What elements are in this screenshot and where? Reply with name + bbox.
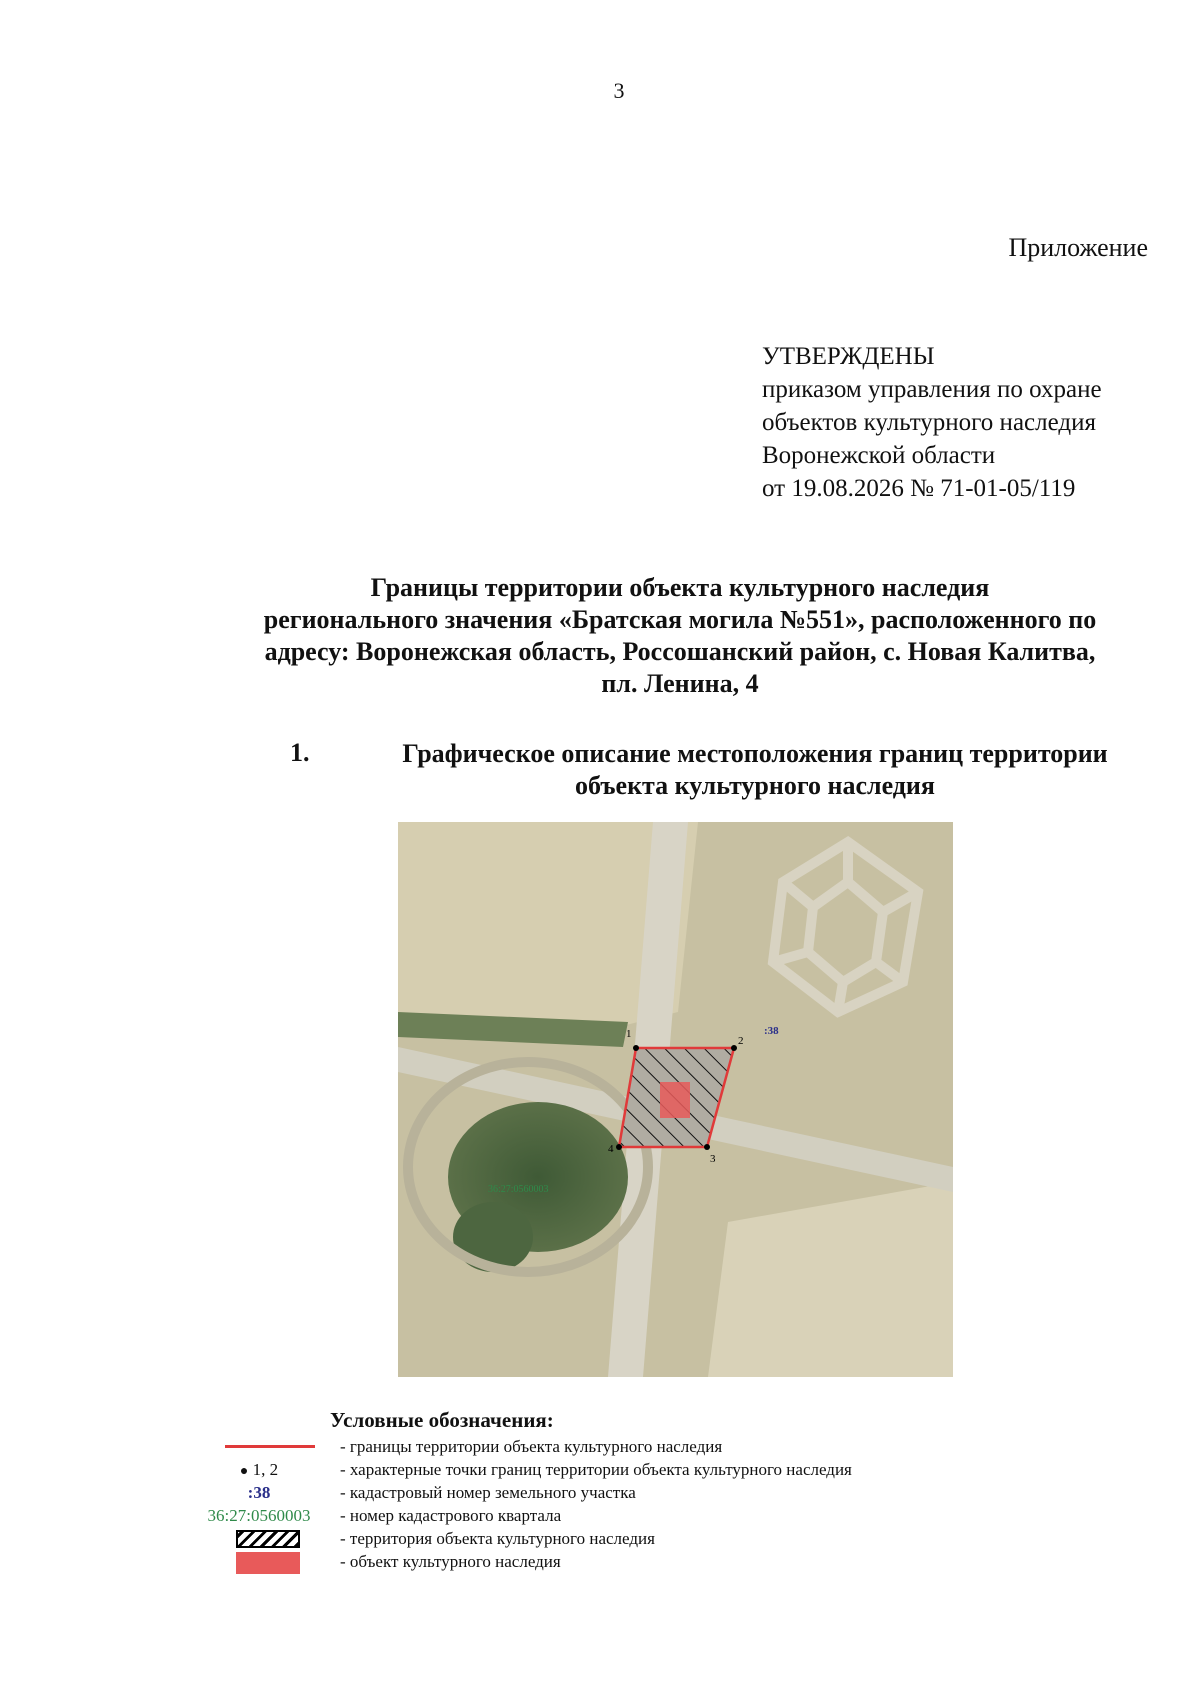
cultural-heritage-object [660,1082,690,1118]
object-fill-symbol [180,1551,338,1573]
approval-block [762,340,1102,505]
appendix-label: Приложение [1008,233,1148,262]
approval-line: приказом управления по охране [762,376,1102,403]
boundary-line-symbol [180,1436,338,1458]
boundary-point-3 [704,1144,710,1150]
title-line: пл. Ленина, 4 [601,669,759,698]
point-label-3: 3 [710,1153,716,1165]
approval-heading: УТВЕРЖДЕНЫ [762,343,935,370]
legend-text: - территория объекта культурного наследия [340,1529,655,1548]
point-label-1: 1 [626,1028,632,1040]
quarter-number-symbol [180,1505,338,1527]
map-graphic [398,822,953,1377]
legend-item [180,1436,980,1458]
title-line: адресу: Воронежская область, Россошанский район, с. Новая Калитва, [264,637,1096,666]
approval-order-line: от 19.08.2026 № 71-01-05/119 [762,475,1076,502]
point-label-2: 2 [738,1035,744,1047]
cadastral-quarter-label: 36:27:0560003 [488,1184,549,1195]
parcel-number-symbol [180,1482,338,1504]
legend-item [180,1528,980,1550]
section-heading-line: объекта культурного наследия [575,771,935,800]
territory-hatch-symbol [180,1528,338,1550]
legend-text: - границы территории объекта культурного наследия [340,1437,723,1456]
legend-text: - номер кадастрового квартала [340,1506,562,1525]
legend-item [180,1551,980,1573]
parcel-symbol-label: :38 [247,1483,271,1502]
point-symbol: ● 1, 2 [239,1460,279,1479]
legend-text: - характерные точки границ территории объекта культурного наследия [340,1460,852,1479]
boundary-point-4 [616,1144,622,1150]
section-heading-line: Графическое описание местоположения границ территории [402,739,1108,768]
legend-item [180,1505,980,1527]
approval-line: объектов культурного наследия [762,409,1096,436]
legend-item [180,1482,980,1504]
section-heading [355,738,1155,802]
page-number: 3 [613,78,625,103]
title-line: Границы территории объекта культурного наследия [370,573,990,602]
legend-item [180,1459,980,1481]
legend-text: - кадастровый номер земельного участка [340,1483,636,1502]
point-symbol-label: 1, 2 [252,1460,279,1479]
point-label-4: 4 [608,1143,614,1155]
document-title [200,572,1160,700]
legend-text: - объект культурного наследия [340,1552,561,1571]
satellite-map [398,822,953,1377]
legend-title: Условные обозначения: [330,1408,554,1432]
parcel-number-label: :38 [764,1025,779,1037]
boundary-point-2 [731,1045,737,1051]
title-line: регионального значения «Братская могила №551», расположенного по [263,605,1097,634]
quarter-symbol-label: 36:27:0560003 [207,1506,311,1525]
section-number: 1. [290,738,310,767]
approval-line: Воронежской области [762,442,996,469]
boundary-point-1 [633,1045,639,1051]
